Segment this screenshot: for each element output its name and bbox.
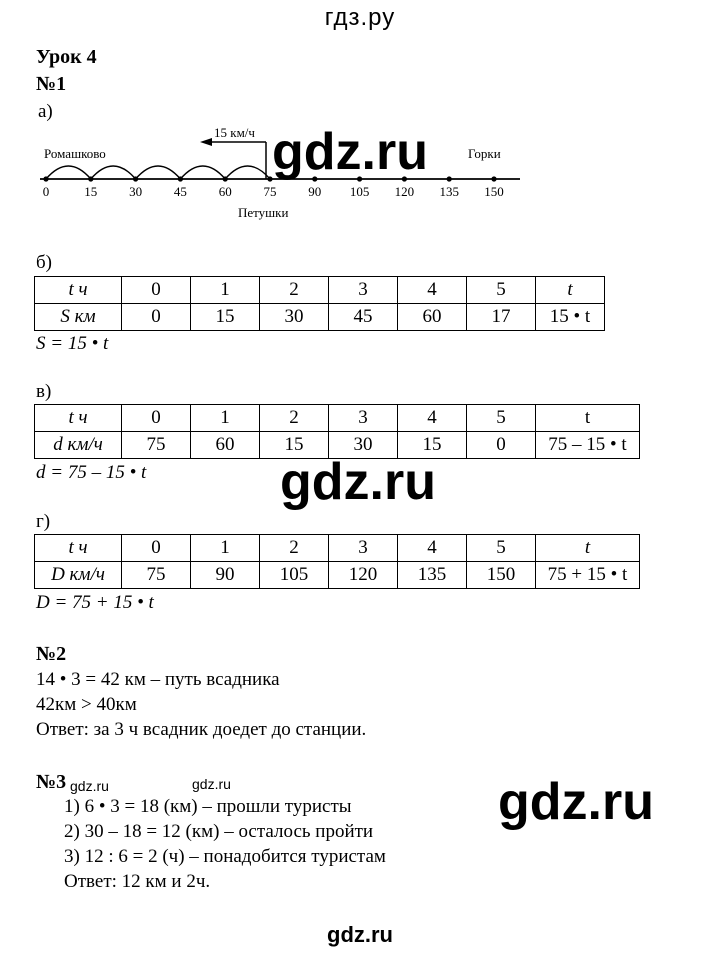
table-cell: d км/ч — [35, 432, 122, 459]
right-town-label: Горки — [468, 146, 501, 161]
table-row — [35, 562, 640, 589]
table-cell: 90 — [191, 562, 260, 589]
exercise-3-heading: №3 — [36, 771, 67, 793]
table-cell: 75 — [122, 562, 191, 589]
arrow-head — [200, 138, 212, 146]
tick-dot — [133, 176, 138, 181]
table-cell: 4 — [398, 277, 467, 304]
table-cell: 17 — [467, 304, 536, 331]
table-cell: t — [536, 277, 605, 304]
tick-dot — [88, 176, 93, 181]
ex3-line-2: 2) 30 – 18 = 12 (км) – осталось пройти — [64, 821, 374, 842]
table-cell: 30 — [260, 304, 329, 331]
jump-arc — [91, 166, 136, 179]
ex2-line-1: 14 • 3 = 42 км – путь всадника — [36, 669, 280, 690]
table-cell: 4 — [398, 405, 467, 432]
table-row — [35, 277, 605, 304]
tick-label: 90 — [308, 184, 322, 199]
table-cell: 30 — [329, 432, 398, 459]
ex2-line-3: Ответ: за 3 ч всадник доедет до станции. — [36, 719, 367, 740]
formula-d: d = 75 – 15 • t — [36, 462, 147, 483]
watermark: gdz.ru — [70, 778, 109, 794]
table-cell: 1 — [191, 277, 260, 304]
table-row — [35, 405, 640, 432]
table-cell: 75 – 15 • t — [536, 432, 640, 459]
jump-arc — [180, 166, 225, 179]
table-cell: 0 — [122, 304, 191, 331]
speed-label: 15 км/ч — [214, 125, 255, 140]
table-cell: 0 — [122, 277, 191, 304]
table-cell: D км/ч — [35, 562, 122, 589]
table-distance-d — [34, 534, 640, 589]
table-cell: 5 — [467, 277, 536, 304]
tick-label: 75 — [263, 184, 277, 199]
jump-arc — [136, 166, 181, 179]
tick-dot — [447, 176, 452, 181]
watermark: gdz.ru — [272, 123, 428, 181]
table-cell: 15 — [398, 432, 467, 459]
table-cell: 1 — [191, 535, 260, 562]
tick-dot — [223, 176, 228, 181]
tick-label: 120 — [394, 184, 415, 199]
table-cell: 60 — [398, 304, 467, 331]
tick-label: 135 — [439, 184, 459, 199]
table-gap — [34, 404, 640, 459]
table-cell: 5 — [467, 405, 536, 432]
table-cell: 2 — [260, 277, 329, 304]
tick-label: 15 — [84, 184, 98, 199]
tick-label: 105 — [349, 184, 370, 199]
table-cell: t ч — [35, 405, 122, 432]
tick-dot — [178, 176, 183, 181]
table-cell: 5 — [467, 535, 536, 562]
jump-arcs — [46, 166, 270, 179]
table-cell: t — [536, 535, 640, 562]
table-cell: 0 — [122, 405, 191, 432]
part-a-label: а) — [38, 101, 53, 122]
table-cell: 60 — [191, 432, 260, 459]
ex2-line-2: 42км > 40км — [36, 694, 137, 715]
tick-label: 150 — [484, 184, 504, 199]
formula-s: S = 15 • t — [36, 333, 109, 354]
table-cell: 2 — [260, 535, 329, 562]
table-cell: 0 — [122, 535, 191, 562]
table-cell: 105 — [260, 562, 329, 589]
table-cell: t ч — [35, 277, 122, 304]
exercise-2-heading: №2 — [36, 643, 67, 665]
table-cell: t ч — [35, 535, 122, 562]
left-town-label: Ромашково — [44, 146, 106, 161]
table-cell: 1 — [191, 405, 260, 432]
table-cell: 150 — [467, 562, 536, 589]
table-cell: 15 — [260, 432, 329, 459]
site-header: гдз.ру — [324, 4, 396, 31]
table-cell: 0 — [467, 432, 536, 459]
table-cell: 75 + 15 • t — [536, 562, 640, 589]
table-cell: 15 — [191, 304, 260, 331]
part-g-label: г) — [36, 511, 51, 532]
table-cell: 4 — [398, 535, 467, 562]
table-cell: t — [536, 405, 640, 432]
tick-label: 45 — [173, 184, 187, 199]
table-distance — [34, 276, 605, 331]
exercise-1-heading: №1 — [36, 73, 67, 95]
tick-dot — [491, 176, 496, 181]
tick-label: 0 — [42, 184, 50, 199]
jump-arc — [46, 166, 91, 179]
table-cell: 75 — [122, 432, 191, 459]
part-b-label: б) — [36, 252, 52, 273]
ex3-line-4: Ответ: 12 км и 2ч. — [64, 871, 211, 892]
table-row — [35, 535, 640, 562]
part-v-label: в) — [36, 381, 52, 402]
table-cell: 3 — [329, 535, 398, 562]
table-cell: 120 — [329, 562, 398, 589]
tick-label: 60 — [218, 184, 232, 199]
table-row — [35, 304, 605, 331]
watermark: gdz.ru — [192, 776, 231, 792]
lesson-title: Урок 4 — [36, 46, 97, 68]
formula-big-d: D = 75 + 15 • t — [36, 592, 154, 613]
table-cell: 45 — [329, 304, 398, 331]
tick-label: 30 — [129, 184, 143, 199]
table-cell: S км — [35, 304, 122, 331]
site-footer: gdz.ru — [327, 922, 393, 947]
middle-town-label: Петушки — [238, 205, 289, 220]
ex3-line-1: 1) 6 • 3 = 18 (км) – прошли туристы — [64, 796, 352, 817]
table-cell: 135 — [398, 562, 467, 589]
table-cell: 15 • t — [536, 304, 605, 331]
table-cell: 3 — [329, 277, 398, 304]
watermark: gdz.ru — [498, 773, 654, 831]
jump-arc — [225, 166, 270, 179]
ex3-line-3: 3) 12 : 6 = 2 (ч) – понадобится туристам — [64, 846, 386, 867]
table-cell: 2 — [260, 405, 329, 432]
tick-dot — [43, 176, 48, 181]
watermark: gdz.ru — [280, 453, 436, 511]
table-cell: 3 — [329, 405, 398, 432]
